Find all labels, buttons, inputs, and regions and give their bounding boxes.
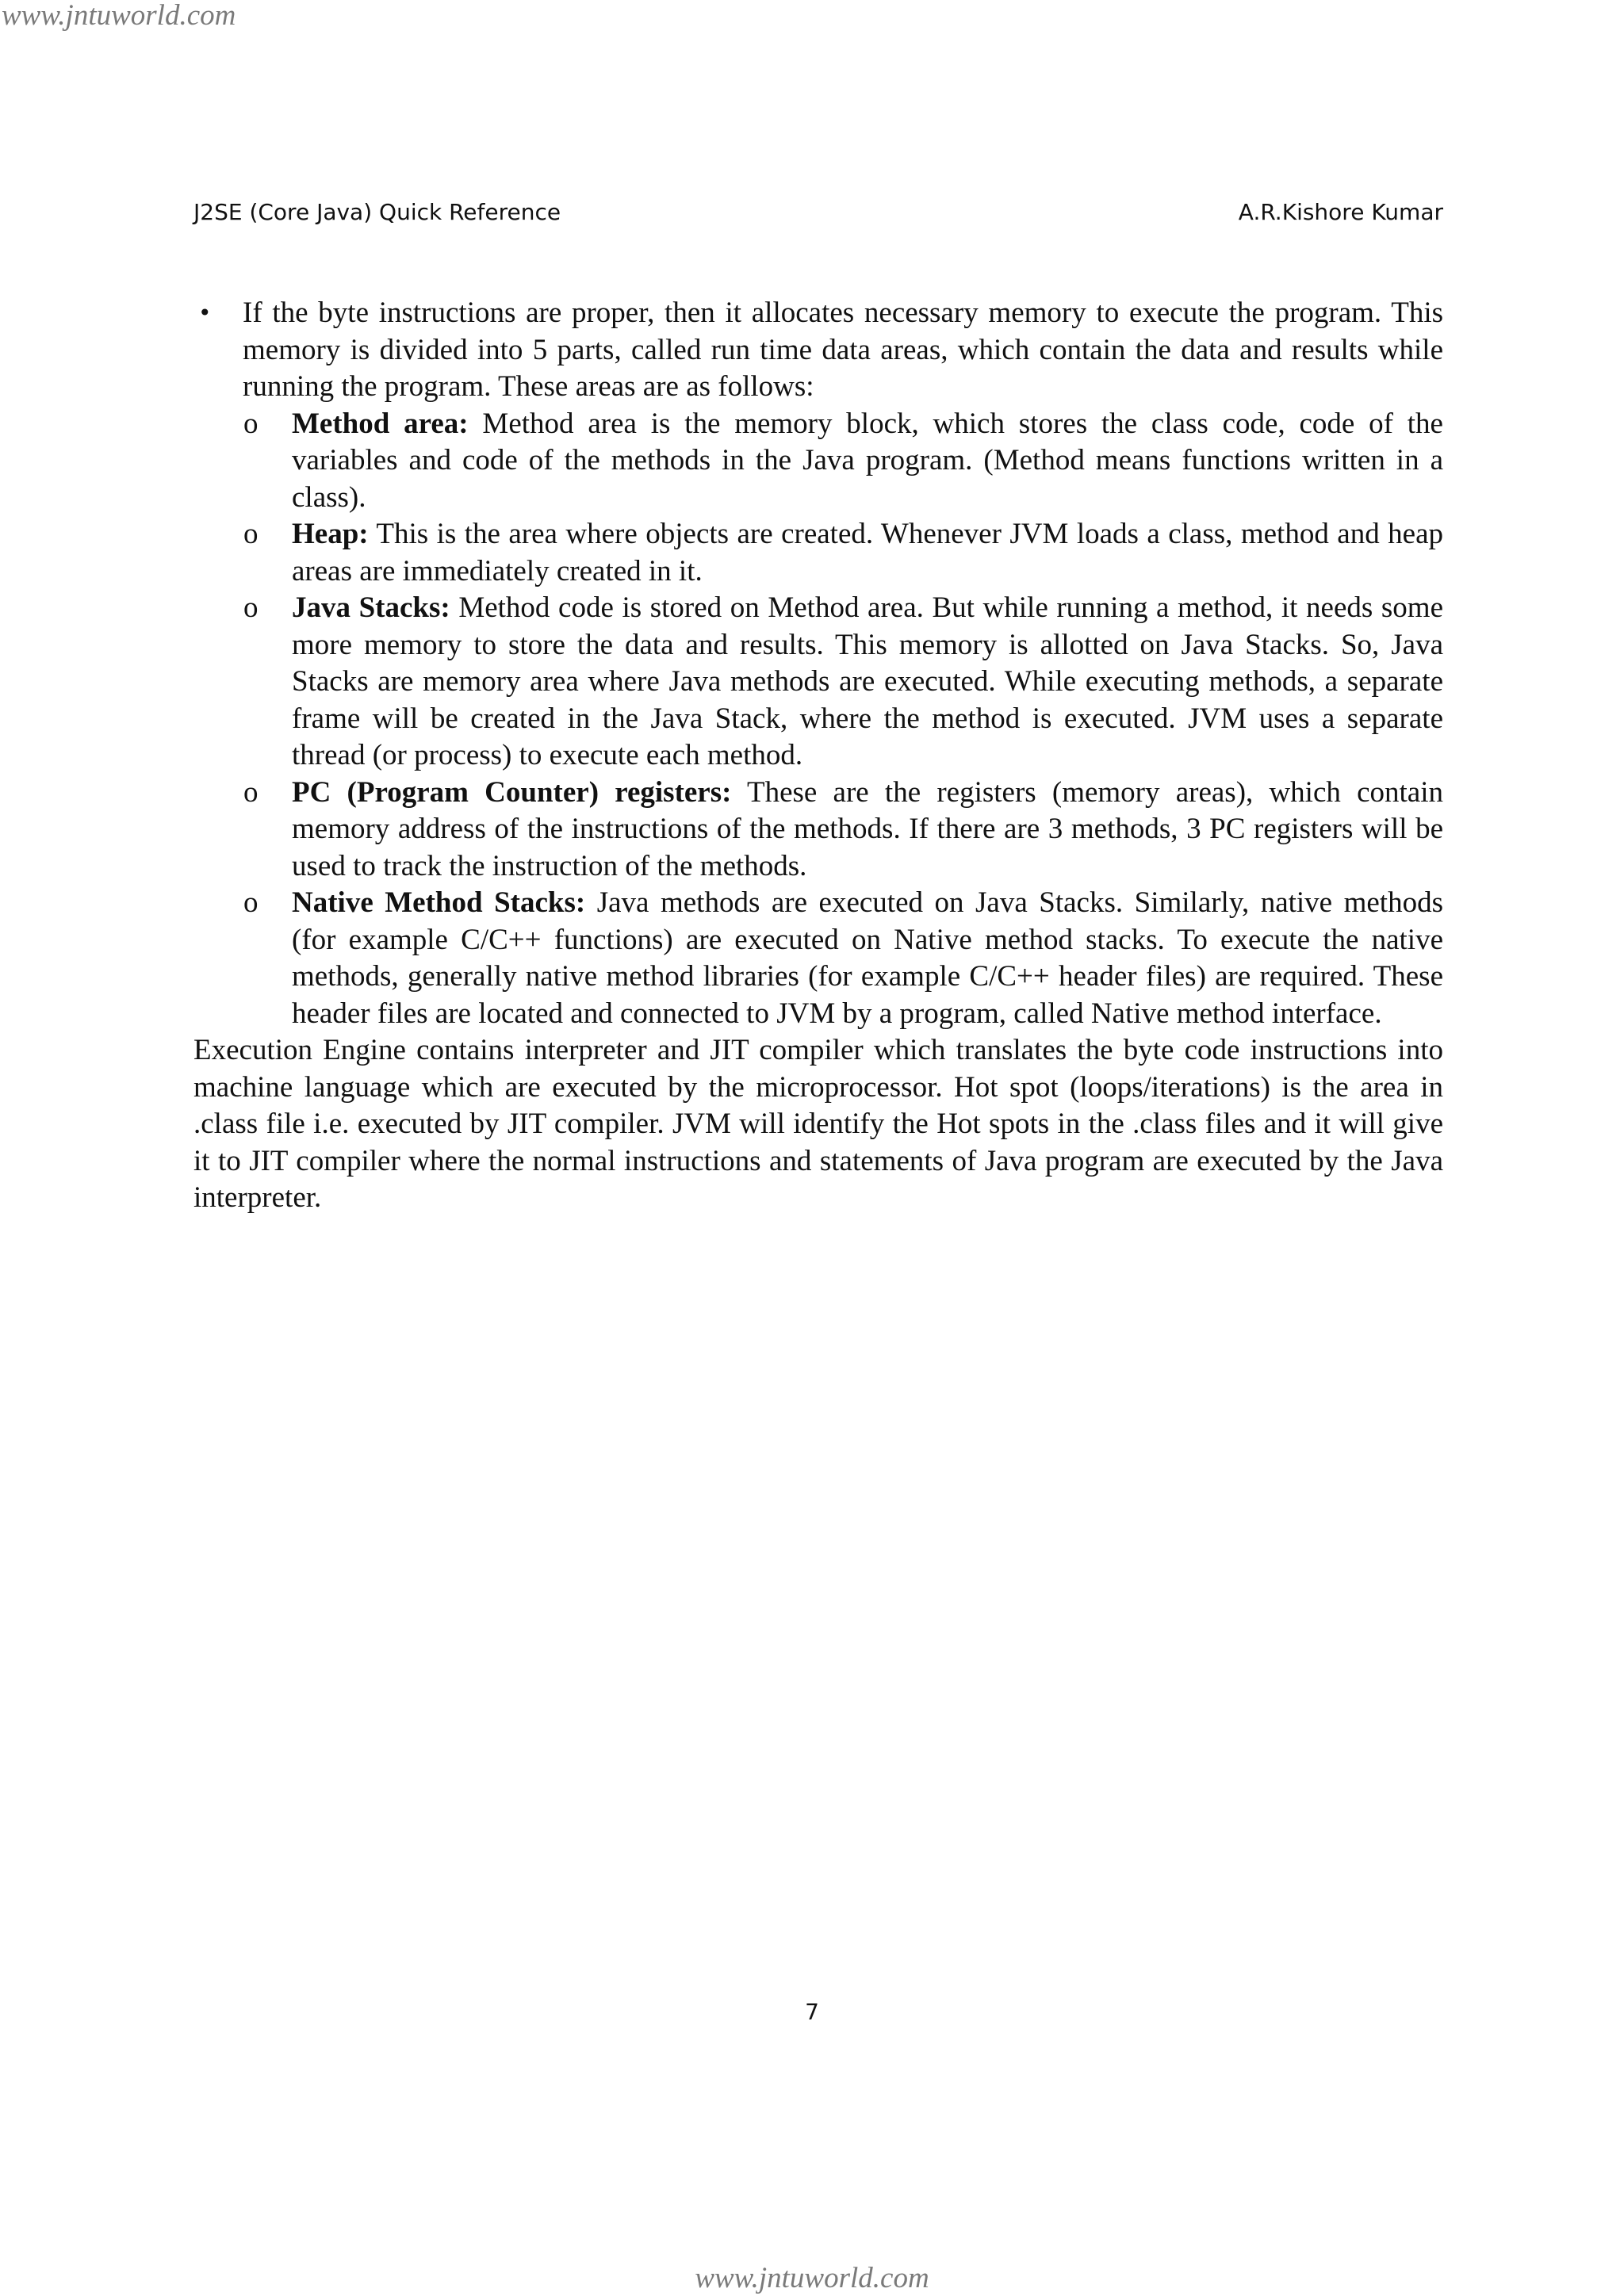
- area-text: Method code is stored on Method area. But while running a method, it needs some more memory to store the data and results. This memory is allotted on Java Stacks. So, Java Stacks are memory area where Java methods are executed. While executing methods, a separate frame will be created in the Java Stack, where the method is executed. JVM uses a separate thread (or process) to execute each method.: [292, 591, 1443, 771]
- area-text: Method area is the memory block, which stores the class code, code of the variables and code of the methods in the Java program. (Method means functions written in a class).: [292, 407, 1443, 514]
- sub-bullet-icon: o: [243, 407, 259, 440]
- watermark-bottom: www.jntuworld.com: [695, 2262, 929, 2294]
- area-text: Java methods are executed on Java Stacks. Similarly, native methods (for example C/C++ functions) are executed on Native method stacks. To execute the native methods, generally native method libraries (for example C/C++ header files) are required. These header files are located and connected to JVM by a program, called Native method interface.: [292, 886, 1443, 1030]
- area-term: Heap:: [292, 518, 369, 550]
- area-text: This is the area where objects are created. Whenever JVM loads a class, method and heap areas are immediately created in it.: [292, 518, 1443, 587]
- area-item-java-stacks: [193, 590, 1443, 775]
- execution-engine-paragraph: Execution Engine contains interpreter and JIT compiler which translates the byte code instructions into machine language which are executed by the microprocessor. Hot spot (loops/iterations) is the area in .class file i.e. executed by JIT compiler. JVM will identify the Hot spots in the .class files and it will give it to JIT compiler where the normal instructions and statements of Java program are executed by the Java interpreter.: [193, 1034, 1443, 1214]
- area-term: Method area:: [292, 407, 469, 440]
- area-item-heap: [193, 516, 1443, 590]
- area-item-pc-registers: [193, 775, 1443, 886]
- page-header: [193, 197, 1443, 228]
- header-title: J2SE (Core Java) Quick Reference: [193, 199, 561, 225]
- sub-bullet-icon: o: [243, 775, 259, 809]
- watermark-top: www.jntuworld.com: [2, 0, 236, 32]
- bullet-icon: •: [198, 300, 212, 326]
- area-term: Native Method Stacks:: [292, 886, 586, 919]
- bullet-text: If the byte instructions are proper, then it allocates necessary memory to execute the program. This memory is divided into 5 parts, called run time data areas, which contain the data and results while running the program. These areas are as follows:: [243, 297, 1443, 403]
- sub-bullet-icon: o: [243, 518, 259, 550]
- bullet-item: [193, 295, 1443, 406]
- sub-bullet-icon: o: [243, 591, 259, 624]
- page-number: 7: [805, 1999, 819, 2025]
- runtime-areas-list: [193, 406, 1443, 1033]
- area-item-native-method-stacks: [193, 885, 1443, 1032]
- area-term: Java Stacks:: [292, 591, 450, 624]
- header-author: A.R.Kishore Kumar: [1238, 199, 1443, 225]
- area-term: PC (Program Counter) registers:: [292, 775, 732, 809]
- area-item-method: [193, 406, 1443, 517]
- page-content: [193, 295, 1443, 1217]
- area-text: These are the registers (memory areas), which contain memory address of the instructions of the methods. If there are 3 methods, 3 PC registers will be used to track the instruction of the methods.: [292, 775, 1443, 882]
- sub-bullet-icon: o: [243, 886, 259, 919]
